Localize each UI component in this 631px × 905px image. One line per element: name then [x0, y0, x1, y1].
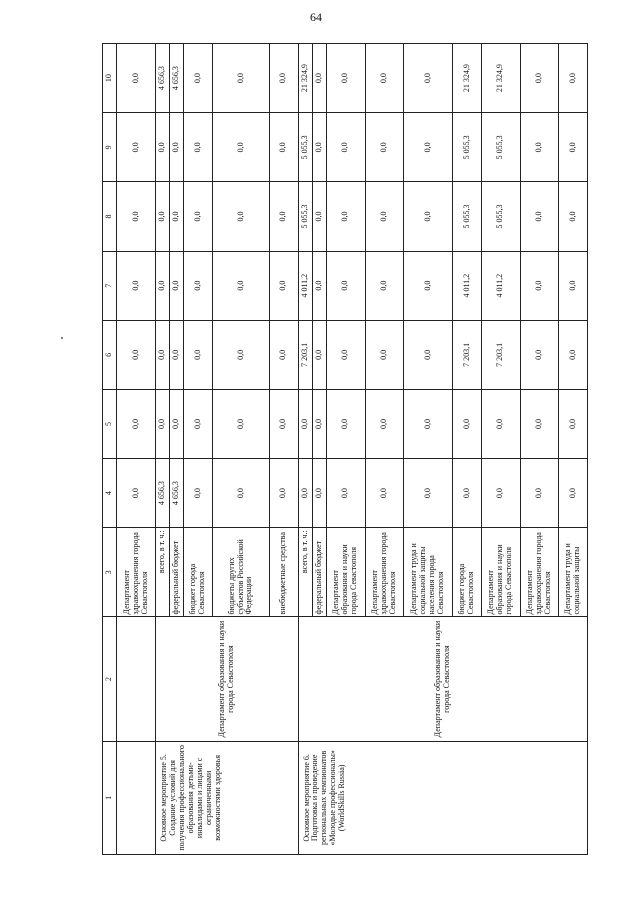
value-cell: 0,0 [559, 251, 588, 320]
value-cell: 0,0 [155, 320, 169, 389]
value-cell: 0,0 [559, 182, 588, 251]
value-cell: 5 055,3 [298, 113, 312, 182]
value-cell: 5 055,3 [481, 113, 520, 182]
value-cell: 0,0 [312, 389, 326, 458]
value-cell: 4 656,3 [155, 44, 169, 113]
value-cell: 0,0 [212, 389, 269, 458]
value-cell: 0,0 [312, 320, 326, 389]
funding-source: бюджет города Севастополя [453, 528, 482, 617]
value-cell: 0,0 [365, 113, 404, 182]
value-cell: 0,0 [453, 459, 482, 528]
value-cell: 0,0 [365, 182, 404, 251]
value-cell: 0,0 [298, 389, 312, 458]
value-cell: 0,0 [404, 459, 453, 528]
value-cell: 0,0 [327, 113, 366, 182]
value-cell: 0,0 [520, 389, 559, 458]
value-cell: 0,0 [520, 320, 559, 389]
value-cell: 0,0 [559, 44, 588, 113]
column-number: 8 [103, 182, 117, 251]
funding-source: Департамент труда и социальной защиты [559, 528, 588, 617]
value-cell: 0,0 [312, 182, 326, 251]
value-cell: 0,0 [270, 389, 299, 458]
value-cell: 0,0 [559, 389, 588, 458]
value-cell: 0,0 [184, 459, 213, 528]
funding-source: Департамент образования и науки города Севастополя [481, 528, 520, 617]
value-cell: 5 055,3 [298, 182, 312, 251]
column-number: 7 [103, 251, 117, 320]
value-cell: 0,0 [155, 389, 169, 458]
value-cell: 0,0 [270, 320, 299, 389]
value-cell: 0,0 [520, 459, 559, 528]
value-cell: 0,0 [312, 459, 326, 528]
value-cell: 0,0 [184, 320, 213, 389]
value-cell: 5 055,3 [453, 113, 482, 182]
value-cell: 0,0 [327, 182, 366, 251]
value-cell: 0,0 [327, 320, 366, 389]
executor: Департамент образования и науки города Севастополя [155, 617, 298, 741]
value-cell: 0,0 [481, 389, 520, 458]
value-cell: 5 055,3 [453, 182, 482, 251]
value-cell: 0,0 [184, 182, 213, 251]
value-cell: 4 656,3 [155, 459, 169, 528]
rotated-table-container [102, 43, 588, 855]
column-number: 4 [103, 459, 117, 528]
value-cell: 7 203,1 [481, 320, 520, 389]
funding-source: Департамент образования и науки города Севастополя [327, 528, 366, 617]
funding-source: Департамент здравоохранения города Севастополя [520, 528, 559, 617]
continued-cell [117, 741, 156, 854]
column-number: 1 [103, 741, 117, 854]
value-cell: 0,0 [559, 459, 588, 528]
executor: Департамент образования и науки города Севастополя [298, 617, 587, 741]
value-cell: 0,0 [559, 320, 588, 389]
column-number: 6 [103, 320, 117, 389]
value-cell: 0,0 [117, 389, 156, 458]
value-cell: 0,0 [365, 320, 404, 389]
value-cell: 0,0 [327, 459, 366, 528]
value-cell: 0,0 [404, 182, 453, 251]
value-cell: 4 656,3 [170, 459, 184, 528]
value-cell: 4 011,2 [298, 251, 312, 320]
value-cell: 4 656,3 [170, 44, 184, 113]
funding-source: Департамент труда и социальной защиты населения города Севастополя [404, 528, 453, 617]
value-cell: 7 203,1 [453, 320, 482, 389]
value-cell: 0,0 [170, 389, 184, 458]
value-cell: 0,0 [327, 44, 366, 113]
value-cell: 0,0 [117, 320, 156, 389]
value-cell: 0,0 [481, 459, 520, 528]
value-cell: 0,0 [520, 251, 559, 320]
value-cell: 0,0 [559, 113, 588, 182]
value-cell: 0,0 [170, 182, 184, 251]
value-cell: 0,0 [404, 389, 453, 458]
value-cell: 0,0 [170, 251, 184, 320]
value-cell: 0,0 [270, 44, 299, 113]
funding-source: Департамент здравоохранения города Севастополя [117, 528, 156, 617]
value-cell: 0,0 [117, 251, 156, 320]
value-cell: 0,0 [404, 320, 453, 389]
header-row [103, 44, 117, 855]
value-cell: 0,0 [170, 320, 184, 389]
value-cell: 5 055,3 [481, 182, 520, 251]
value-cell: 0,0 [212, 251, 269, 320]
value-cell: 21 324,9 [298, 44, 312, 113]
value-cell: 0,0 [327, 389, 366, 458]
value-cell: 0,0 [312, 113, 326, 182]
table-row [298, 44, 312, 855]
value-cell: 0,0 [117, 459, 156, 528]
value-cell: 0,0 [365, 251, 404, 320]
value-cell: 21 324,9 [481, 44, 520, 113]
table-row [117, 44, 156, 855]
table-row [155, 44, 169, 855]
column-number: 2 [103, 617, 117, 741]
value-cell: 0,0 [270, 182, 299, 251]
value-cell: 0,0 [520, 113, 559, 182]
funding-source: федеральный бюджет [312, 528, 326, 617]
funding-source: Департамент здравоохранения города Севастополя [365, 528, 404, 617]
funding-table [102, 43, 588, 855]
column-number: 9 [103, 113, 117, 182]
value-cell: 0,0 [184, 389, 213, 458]
value-cell: 0,0 [365, 459, 404, 528]
value-cell: 0,0 [365, 44, 404, 113]
value-cell: 0,0 [404, 44, 453, 113]
value-cell: 0,0 [327, 251, 366, 320]
value-cell: 0,0 [312, 44, 326, 113]
value-cell: 0,0 [270, 251, 299, 320]
funding-source: бюджет города Севастополя [184, 528, 213, 617]
funding-source: федеральный бюджет [170, 528, 184, 617]
value-cell: 0,0 [365, 389, 404, 458]
funding-source: внебюджетные средства [270, 528, 299, 617]
value-cell: 0,0 [155, 113, 169, 182]
measure-name: Основное мероприятие 6. Подготовка и проведение региональных чемпионатов «Молодые профессионалы» (WorldSkills Russia) [298, 741, 587, 854]
value-cell: 21 324,9 [453, 44, 482, 113]
value-cell: 0,0 [117, 182, 156, 251]
value-cell: 0,0 [520, 182, 559, 251]
value-cell: 0,0 [155, 182, 169, 251]
value-cell: 0,0 [155, 251, 169, 320]
value-cell: 0,0 [520, 44, 559, 113]
value-cell: 7 203,1 [298, 320, 312, 389]
value-cell: 0,0 [404, 113, 453, 182]
value-cell: 0,0 [117, 113, 156, 182]
value-cell: 0,0 [212, 320, 269, 389]
page-number: 64 [310, 10, 322, 24]
continued-cell [117, 617, 156, 741]
value-cell: 0,0 [212, 113, 269, 182]
value-cell: 0,0 [404, 251, 453, 320]
funding-source: бюджеты других субъектов Российской Федерации [212, 528, 269, 617]
column-number: 3 [103, 528, 117, 617]
value-cell: 4 011,2 [453, 251, 482, 320]
value-cell: 0,0 [212, 182, 269, 251]
value-cell: 0,0 [453, 389, 482, 458]
value-cell: 0,0 [312, 251, 326, 320]
value-cell: 0,0 [117, 44, 156, 113]
value-cell: 0,0 [184, 44, 213, 113]
column-number: 5 [103, 389, 117, 458]
value-cell: 0,0 [184, 251, 213, 320]
value-cell: 0,0 [270, 113, 299, 182]
value-cell: 0,0 [170, 113, 184, 182]
funding-source: всего, в т. ч.: [298, 528, 312, 617]
value-cell: 4 011,2 [481, 251, 520, 320]
value-cell: 0,0 [184, 113, 213, 182]
value-cell: 0,0 [298, 459, 312, 528]
funding-source: всего, в т. ч.: [155, 528, 169, 617]
value-cell: 0,0 [270, 459, 299, 528]
measure-name: Основное мероприятие 5. Создание условий для получения профессионального образования детьми-инвалидами и лицами с ограниченными возможностями здоровья [155, 741, 298, 854]
value-cell: 0,0 [212, 459, 269, 528]
column-number: 10 [103, 44, 117, 113]
scan-dot [61, 337, 63, 339]
value-cell: 0,0 [212, 44, 269, 113]
